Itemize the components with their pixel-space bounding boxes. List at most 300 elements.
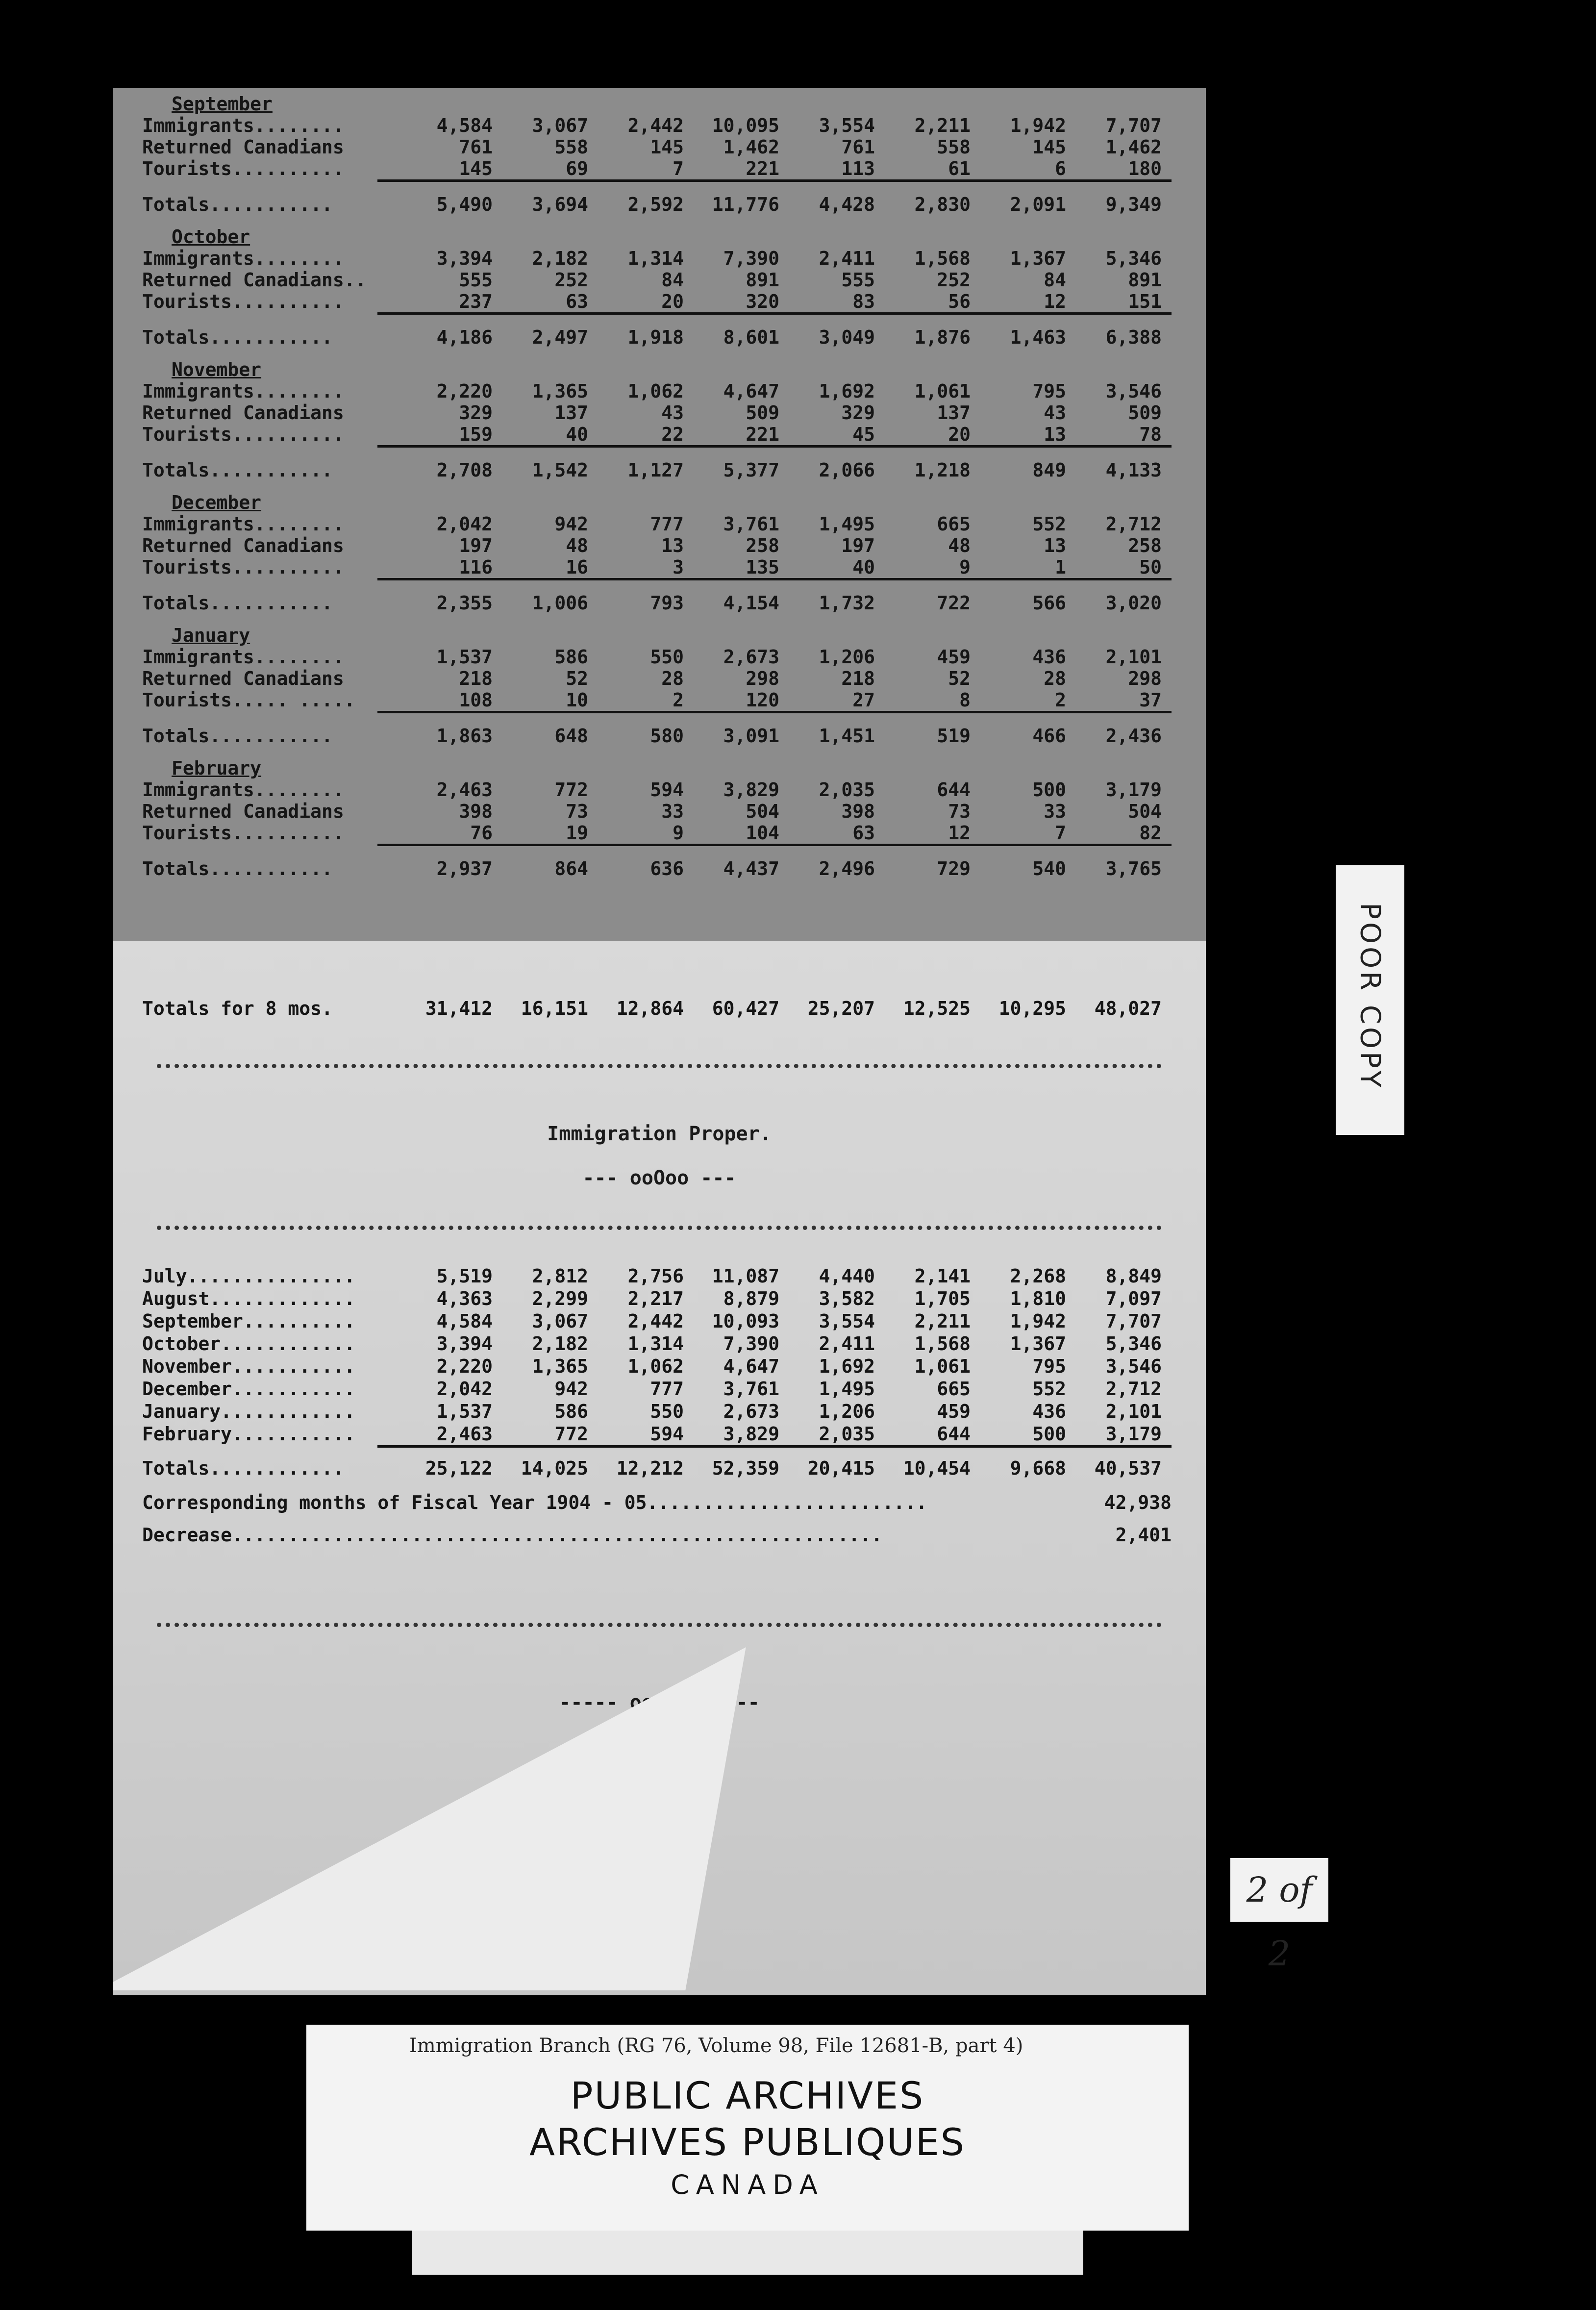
total-cell: 466	[1032, 725, 1066, 747]
total-rule	[377, 312, 1172, 315]
total-cell: 2,355	[436, 592, 493, 614]
row-label: Immigrants........	[142, 115, 344, 136]
table-cell: 1,367	[1010, 1333, 1066, 1355]
grand-total-cell: 60,427	[712, 998, 779, 1019]
document-sheet	[113, 88, 1206, 1995]
total-cell: 10,454	[903, 1457, 971, 1479]
table-cell: 329	[459, 402, 493, 424]
table-cell: 37	[1139, 689, 1162, 711]
table-cell: 180	[1128, 158, 1162, 179]
row-label: Immigrants........	[142, 380, 344, 402]
table-cell: 2,035	[819, 779, 875, 801]
table-cell: 12	[948, 822, 971, 844]
table-row	[142, 535, 1172, 556]
table-cell: 555	[459, 269, 493, 291]
total-cell: 4,428	[819, 194, 875, 215]
table-cell: 83	[852, 291, 875, 312]
table-cell: 2,268	[1010, 1265, 1066, 1287]
table-cell: 665	[937, 1378, 971, 1400]
table-cell: 795	[1032, 1356, 1066, 1377]
totals-row	[142, 194, 1172, 215]
row-label: January............	[142, 1401, 355, 1422]
row-label: Returned Canadians	[142, 402, 344, 424]
table-row	[142, 1332, 1172, 1355]
table-cell: 3,554	[819, 115, 875, 136]
table-cell: 11,087	[712, 1265, 779, 1287]
table-cell: 7	[673, 158, 684, 179]
total-cell: 1,876	[914, 326, 971, 348]
table-cell: 558	[554, 136, 588, 158]
table-cell: 4,440	[819, 1265, 875, 1287]
ornament-bottom: ----- ooOoo -----	[559, 1691, 760, 1714]
table-cell: 2,101	[1105, 646, 1162, 668]
table-cell: 2,101	[1105, 1401, 1162, 1422]
table-cell: 56	[948, 291, 971, 312]
total-cell: 540	[1032, 858, 1066, 879]
table-row	[142, 248, 1172, 269]
table-row	[142, 269, 1172, 291]
table-cell: 13	[1044, 535, 1066, 556]
table-cell: 2,042	[436, 513, 493, 535]
row-label: Immigrants........	[142, 779, 344, 801]
table-cell: 459	[937, 1401, 971, 1422]
table-cell: 10	[566, 689, 588, 711]
total-rule	[377, 179, 1172, 182]
table-row	[142, 158, 1172, 179]
total-cell: 864	[554, 858, 588, 879]
table-cell: 104	[746, 822, 779, 844]
row-label: Immigrants........	[142, 248, 344, 269]
table-cell: 4,584	[436, 1310, 493, 1332]
corresponding-value: 42,938	[1104, 1492, 1172, 1513]
total-cell: 40,537	[1094, 1457, 1162, 1479]
total-rule	[377, 1445, 1172, 1448]
table-cell: 252	[937, 269, 971, 291]
table-cell: 218	[841, 668, 875, 689]
row-label: Returned Canadians..	[142, 269, 367, 291]
table-cell: 777	[650, 1378, 684, 1400]
row-label: Tourists..........	[142, 556, 344, 578]
table-cell: 135	[746, 556, 779, 578]
table-cell: 500	[1032, 779, 1066, 801]
table-cell: 8,849	[1105, 1265, 1162, 1287]
table-cell: 159	[459, 424, 493, 445]
table-row	[142, 115, 1172, 136]
table-cell: 73	[948, 801, 971, 822]
row-label: October............	[142, 1333, 355, 1355]
table-cell: 1,568	[914, 248, 971, 269]
table-cell: 218	[459, 668, 493, 689]
table-cell: 13	[661, 535, 684, 556]
table-cell: 151	[1128, 291, 1162, 312]
table-row	[142, 1265, 1172, 1287]
table-cell: 3,067	[532, 115, 588, 136]
table-cell: 772	[554, 779, 588, 801]
row-label: August.............	[142, 1288, 355, 1309]
ornament: --- ooOoo ---	[582, 1167, 736, 1189]
table-cell: 1,705	[914, 1288, 971, 1309]
table-cell: 3,394	[436, 248, 493, 269]
archive-reference: Immigration Branch (RG 76, Volume 98, File 12681-B, part 4)	[409, 2034, 1023, 2057]
table-row	[142, 646, 1172, 668]
dashed-divider	[157, 1623, 1162, 1627]
table-cell: 3,179	[1105, 1423, 1162, 1445]
table-row	[142, 1378, 1172, 1400]
table-cell: 2,217	[627, 1288, 684, 1309]
month-group	[142, 226, 1172, 348]
total-cell: 2,497	[532, 326, 588, 348]
table-cell: 10,095	[712, 115, 779, 136]
table-cell: 16	[566, 556, 588, 578]
table-cell: 1,206	[819, 646, 875, 668]
total-cell: 3,020	[1105, 592, 1162, 614]
table-cell: 2,042	[436, 1378, 493, 1400]
table-cell: 436	[1032, 646, 1066, 668]
row-label: Immigrants........	[142, 646, 344, 668]
table-cell: 298	[746, 668, 779, 689]
table-cell: 69	[566, 158, 588, 179]
table-row	[142, 424, 1172, 445]
table-cell: 7,390	[723, 248, 779, 269]
total-cell: 8,601	[723, 326, 779, 348]
month-group	[142, 359, 1172, 481]
table-cell: 76	[470, 822, 493, 844]
table-cell: 221	[746, 424, 779, 445]
total-cell: 5,490	[436, 194, 493, 215]
table-cell: 1,537	[436, 1401, 493, 1422]
table-cell: 2,673	[723, 646, 779, 668]
table-row	[142, 1287, 1172, 1310]
table-cell: 1,537	[436, 646, 493, 668]
table-cell: 504	[746, 801, 779, 822]
row-label: Returned Canadians	[142, 535, 344, 556]
table-cell: 78	[1139, 424, 1162, 445]
total-cell: 793	[650, 592, 684, 614]
total-cell: 25,122	[425, 1457, 493, 1479]
table-cell: 1,495	[819, 513, 875, 535]
table-cell: 2,712	[1105, 513, 1162, 535]
table-cell: 1,061	[914, 1356, 971, 1377]
table-cell: 48	[566, 535, 588, 556]
table-cell: 3,546	[1105, 1356, 1162, 1377]
table-row	[142, 136, 1172, 158]
decrease-label: Decrease..........................................................	[142, 1524, 882, 1546]
table-row	[142, 556, 1172, 578]
table-cell: 1,942	[1010, 115, 1066, 136]
table-cell: 550	[650, 1401, 684, 1422]
dashed-divider	[157, 1226, 1162, 1230]
total-cell: 3,091	[723, 725, 779, 747]
total-cell: 4,154	[723, 592, 779, 614]
totals-label: Totals...........	[142, 592, 333, 614]
total-cell: 580	[650, 725, 684, 747]
folded-corner	[113, 1647, 746, 1990]
table-cell: 27	[852, 689, 875, 711]
table-cell: 137	[937, 402, 971, 424]
table-cell: 22	[661, 424, 684, 445]
row-label: Tourists..........	[142, 158, 344, 179]
table-cell: 8,879	[723, 1288, 779, 1309]
table-cell: 398	[459, 801, 493, 822]
table-cell: 3,582	[819, 1288, 875, 1309]
total-rule	[377, 844, 1172, 846]
table-cell: 2,299	[532, 1288, 588, 1309]
table-cell: 552	[1032, 513, 1066, 535]
table-cell: 63	[852, 822, 875, 844]
corresponding-row	[142, 1492, 1172, 1513]
table-cell: 2,673	[723, 1401, 779, 1422]
table-row	[142, 801, 1172, 822]
table-cell: 7,707	[1105, 1310, 1162, 1332]
table-cell: 942	[554, 513, 588, 535]
totals-label: Totals...........	[142, 459, 333, 481]
table-cell: 40	[852, 556, 875, 578]
table-cell: 4,584	[436, 115, 493, 136]
table-cell: 1,061	[914, 380, 971, 402]
table-cell: 3	[673, 556, 684, 578]
table-cell: 2,141	[914, 1265, 971, 1287]
table-cell: 145	[459, 158, 493, 179]
table-cell: 73	[566, 801, 588, 822]
table-cell: 644	[937, 779, 971, 801]
total-cell: 9,349	[1105, 194, 1162, 215]
totals-label: Totals...........	[142, 725, 333, 747]
table-cell: 298	[1128, 668, 1162, 689]
table-cell: 2,442	[627, 1310, 684, 1332]
table-cell: 3,761	[723, 513, 779, 535]
table-cell: 2,182	[532, 248, 588, 269]
table-cell: 61	[948, 158, 971, 179]
table-cell: 772	[554, 1423, 588, 1445]
section-title: Immigration Proper.	[547, 1123, 772, 1145]
archive-country: CANADA	[671, 2169, 824, 2200]
table-cell: 2,035	[819, 1423, 875, 1445]
poor-copy-text: POOR COPY	[1354, 903, 1386, 1090]
table-cell: 7,097	[1105, 1288, 1162, 1309]
table-cell: 5,346	[1105, 248, 1162, 269]
table-cell: 1,367	[1010, 248, 1066, 269]
table-cell: 550	[650, 646, 684, 668]
table-cell: 1,462	[1105, 136, 1162, 158]
row-label: Immigrants........	[142, 513, 344, 535]
table-cell: 586	[554, 1401, 588, 1422]
total-cell: 566	[1032, 592, 1066, 614]
total-cell: 2,830	[914, 194, 971, 215]
table-cell: 1,314	[627, 1333, 684, 1355]
table-cell: 2,211	[914, 115, 971, 136]
month-group	[142, 625, 1172, 747]
table-cell: 2,812	[532, 1265, 588, 1287]
table-cell: 500	[1032, 1423, 1066, 1445]
total-cell: 1,451	[819, 725, 875, 747]
table-cell: 3,761	[723, 1378, 779, 1400]
row-label: Returned Canadians	[142, 136, 344, 158]
total-cell: 2,091	[1010, 194, 1066, 215]
grand-total-cell: 25,207	[807, 998, 875, 1019]
month-heading: January	[172, 625, 250, 646]
total-cell: 12,212	[616, 1457, 684, 1479]
total-cell: 3,049	[819, 326, 875, 348]
table-cell: 5,519	[436, 1265, 493, 1287]
archive-title-en: PUBLIC ARCHIVES	[570, 2074, 925, 2117]
table-row	[142, 1400, 1172, 1423]
table-cell: 20	[948, 424, 971, 445]
table-cell: 237	[459, 291, 493, 312]
table-cell: 33	[661, 801, 684, 822]
table-cell: 3,179	[1105, 779, 1162, 801]
row-label: Totals............	[142, 1457, 344, 1479]
table-cell: 1,810	[1010, 1288, 1066, 1309]
table-cell: 82	[1139, 822, 1162, 844]
table-cell: 398	[841, 801, 875, 822]
total-cell: 1,863	[436, 725, 493, 747]
table-row	[142, 1355, 1172, 1378]
total-cell: 1,732	[819, 592, 875, 614]
table-row	[142, 822, 1172, 844]
month-heading: November	[172, 359, 262, 380]
month-group	[142, 492, 1172, 614]
table-cell: 12	[1044, 291, 1066, 312]
table-cell: 761	[841, 136, 875, 158]
grand-totals-row	[142, 998, 1172, 1019]
table-row	[142, 668, 1172, 689]
table-cell: 258	[746, 535, 779, 556]
row-label: September..........	[142, 1310, 355, 1332]
table-cell: 1,495	[819, 1378, 875, 1400]
table-cell: 891	[1128, 269, 1162, 291]
table-cell: 1,365	[532, 380, 588, 402]
total-cell: 722	[937, 592, 971, 614]
table-cell: 1,692	[819, 1356, 875, 1377]
table-cell: 145	[650, 136, 684, 158]
table-cell: 84	[1044, 269, 1066, 291]
total-rule	[377, 578, 1172, 580]
total-cell: 2,592	[627, 194, 684, 215]
totals-row	[142, 326, 1172, 348]
label-tab	[412, 2231, 1083, 2275]
totals-label: Totals...........	[142, 326, 333, 348]
table-cell: 509	[1128, 402, 1162, 424]
total-cell: 3,694	[532, 194, 588, 215]
table-cell: 28	[661, 668, 684, 689]
row-label: July...............	[142, 1265, 355, 1287]
dashed-divider	[157, 1064, 1162, 1068]
table-cell: 509	[746, 402, 779, 424]
table-cell: 594	[650, 1423, 684, 1445]
totals-row	[142, 725, 1172, 747]
grand-total-cell: 31,412	[425, 998, 493, 1019]
table-cell: 320	[746, 291, 779, 312]
table-cell: 1,314	[627, 248, 684, 269]
table-cell: 1,365	[532, 1356, 588, 1377]
table-cell: 2,211	[914, 1310, 971, 1332]
table-cell: 3,546	[1105, 380, 1162, 402]
table-cell: 2,182	[532, 1333, 588, 1355]
poor-copy-tag	[1336, 865, 1404, 1135]
table-cell: 7	[1055, 822, 1066, 844]
table-cell: 9	[673, 822, 684, 844]
table-cell: 258	[1128, 535, 1162, 556]
total-cell: 1,006	[532, 592, 588, 614]
grand-total-cell: 10,295	[998, 998, 1066, 1019]
table-cell: 459	[937, 646, 971, 668]
table-cell: 137	[554, 402, 588, 424]
totals-row	[142, 858, 1172, 879]
totals-row	[142, 592, 1172, 614]
table-cell: 3,394	[436, 1333, 493, 1355]
table-cell: 20	[661, 291, 684, 312]
total-cell: 729	[937, 858, 971, 879]
table-cell: 4,363	[436, 1288, 493, 1309]
total-cell: 6,388	[1105, 326, 1162, 348]
table-row	[142, 380, 1172, 402]
table-cell: 594	[650, 779, 684, 801]
archives-label	[306, 2025, 1189, 2231]
table-cell: 1,062	[627, 1356, 684, 1377]
table-cell: 252	[554, 269, 588, 291]
grand-totals-label: Totals for 8 mos.	[142, 998, 333, 1019]
table-cell: 4,647	[723, 380, 779, 402]
table-cell: 3,554	[819, 1310, 875, 1332]
table-row	[142, 1423, 1172, 1445]
table-cell: 50	[1139, 556, 1162, 578]
grand-total-cell: 12,525	[903, 998, 971, 1019]
table-cell: 2,442	[627, 115, 684, 136]
table-cell: 1	[1055, 556, 1066, 578]
table-row	[142, 1310, 1172, 1332]
grand-total-cell: 48,027	[1094, 998, 1162, 1019]
table-cell: 33	[1044, 801, 1066, 822]
table-cell: 113	[841, 158, 875, 179]
grand-total-cell: 16,151	[521, 998, 588, 1019]
row-label: February...........	[142, 1423, 355, 1445]
month-group	[142, 757, 1172, 879]
month-heading: December	[172, 492, 262, 513]
table-cell: 586	[554, 646, 588, 668]
total-rule	[377, 445, 1172, 448]
table-cell: 45	[852, 424, 875, 445]
table-cell: 7,707	[1105, 115, 1162, 136]
total-cell: 4,437	[723, 858, 779, 879]
total-cell: 5,377	[723, 459, 779, 481]
corresponding-label: Corresponding months of Fiscal Year 1904 - 05.........................	[142, 1492, 927, 1513]
table-cell: 197	[841, 535, 875, 556]
table-row	[142, 291, 1172, 312]
row-label: December...........	[142, 1378, 355, 1400]
month-group	[142, 93, 1172, 215]
total-cell: 4,133	[1105, 459, 1162, 481]
total-cell: 849	[1032, 459, 1066, 481]
table-cell: 145	[1032, 136, 1066, 158]
table-cell: 3,067	[532, 1310, 588, 1332]
total-cell: 648	[554, 725, 588, 747]
row-label: Tourists..........	[142, 424, 344, 445]
table-cell: 761	[459, 136, 493, 158]
month-heading: September	[172, 93, 273, 115]
row-label: November...........	[142, 1356, 355, 1377]
table-cell: 8	[959, 689, 971, 711]
archive-title-fr: ARCHIVES PUBLIQUES	[529, 2120, 966, 2164]
totals-label: Totals...........	[142, 858, 333, 879]
table-cell: 2,712	[1105, 1378, 1162, 1400]
table-cell: 84	[661, 269, 684, 291]
table-row	[142, 779, 1172, 801]
table-cell: 7,390	[723, 1333, 779, 1355]
table-cell: 43	[661, 402, 684, 424]
table-cell: 795	[1032, 380, 1066, 402]
table-row	[142, 689, 1172, 711]
table-cell: 558	[937, 136, 971, 158]
